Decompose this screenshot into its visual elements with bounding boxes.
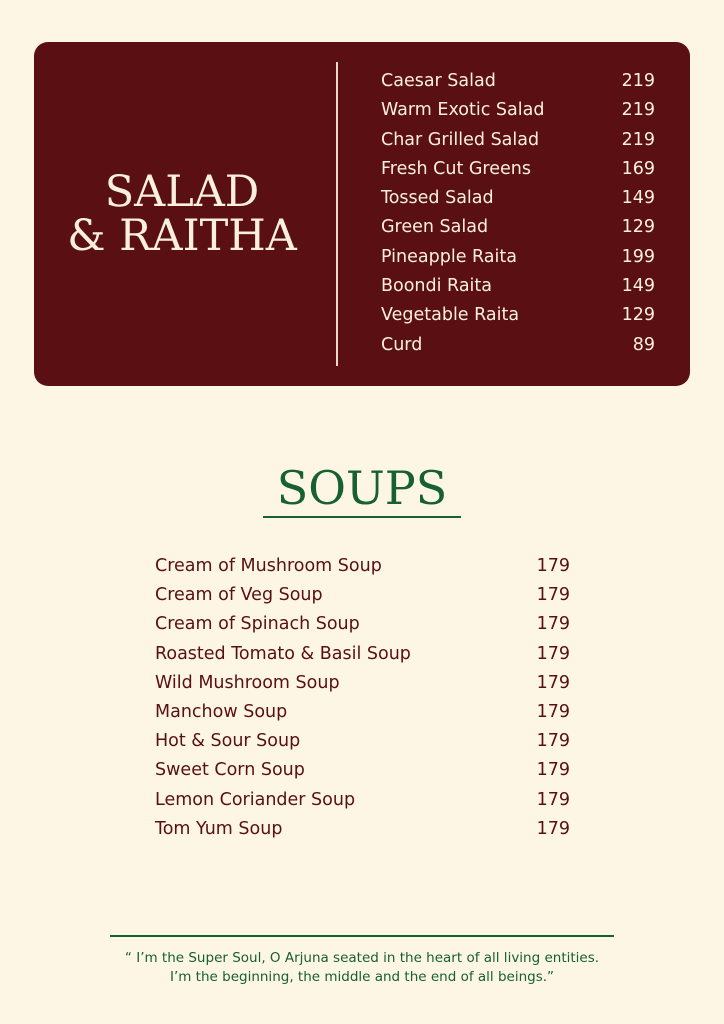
- item-name: Warm Exotic Salad: [381, 100, 545, 121]
- menu-item: [381, 96, 655, 125]
- menu-item: [155, 698, 570, 727]
- salad-raitha-card: [34, 42, 690, 386]
- item-name: Char Grilled Salad: [381, 129, 540, 150]
- salad-title-line1: SALAD: [104, 167, 260, 217]
- item-name: Curd: [381, 334, 423, 355]
- soups-title-underline: [263, 516, 461, 518]
- menu-item: [155, 552, 570, 581]
- item-price: 179: [536, 731, 570, 752]
- item-name: Roasted Tomato & Basil Soup: [155, 643, 411, 664]
- item-name: Tom Yum Soup: [155, 818, 283, 839]
- item-name: Fresh Cut Greens: [381, 158, 531, 179]
- menu-item: [155, 815, 570, 844]
- item-price: 149: [621, 188, 655, 209]
- item-name: Tossed Salad: [381, 188, 494, 209]
- item-price: 149: [621, 276, 655, 297]
- menu-item: [381, 272, 655, 301]
- item-price: 179: [536, 701, 570, 722]
- item-name: Vegetable Raita: [381, 305, 520, 326]
- item-price: 179: [536, 760, 570, 781]
- item-name: Sweet Corn Soup: [155, 760, 305, 781]
- menu-item: [381, 126, 655, 155]
- item-name: Green Salad: [381, 217, 489, 238]
- item-name: Cream of Mushroom Soup: [155, 556, 382, 576]
- menu-item: [381, 331, 655, 360]
- item-price: 169: [621, 158, 655, 179]
- item-price: 219: [621, 129, 655, 150]
- menu-item: [155, 727, 570, 756]
- menu-item: [155, 640, 570, 669]
- item-name: Lemon Coriander Soup: [155, 789, 356, 810]
- menu-item: [155, 756, 570, 785]
- item-name: Cream of Veg Soup: [155, 585, 323, 606]
- item-price: 179: [536, 672, 570, 693]
- item-name: Boondi Raita: [381, 276, 492, 297]
- menu-item: [155, 669, 570, 698]
- quote-line1: “ I’m the Super Soul, O Arjuna seated in the heart of all living entities.: [124, 950, 600, 966]
- menu-item: [155, 610, 570, 639]
- item-price: 179: [536, 643, 570, 664]
- item-name: Manchow Soup: [155, 701, 288, 722]
- item-name: Hot & Sour Soup: [155, 731, 301, 752]
- soup-item-list: [155, 552, 570, 844]
- item-name: Wild Mushroom Soup: [155, 672, 340, 693]
- menu-item: [381, 213, 655, 242]
- salad-vertical-divider: [336, 62, 338, 366]
- item-price: 129: [621, 217, 655, 238]
- menu-item: [381, 301, 655, 330]
- item-price: 179: [536, 789, 570, 810]
- item-price: 179: [536, 818, 570, 839]
- item-price: 129: [621, 305, 655, 326]
- item-price: 179: [536, 585, 570, 606]
- salad-title-line2: & RAITHA: [67, 211, 297, 261]
- item-price: 179: [536, 556, 570, 576]
- soups-title: SOUPS: [276, 461, 448, 515]
- item-price: 219: [621, 100, 655, 121]
- footer-quote: [40, 949, 684, 987]
- menu-item: [155, 581, 570, 610]
- item-name: Caesar Salad: [381, 71, 496, 91]
- menu-item: [381, 155, 655, 184]
- quote-divider: [110, 935, 614, 937]
- item-name: Cream of Spinach Soup: [155, 614, 360, 635]
- item-price: 89: [632, 334, 655, 355]
- menu-item: [381, 67, 655, 96]
- salad-item-list: [381, 67, 655, 360]
- item-price: 179: [536, 614, 570, 635]
- item-name: Pineapple Raita: [381, 246, 517, 267]
- item-price: 219: [621, 71, 655, 91]
- salad-raitha-title: [34, 167, 330, 261]
- menu-item: [381, 184, 655, 213]
- item-price: 199: [621, 246, 655, 267]
- menu-item: [155, 786, 570, 815]
- menu-item: [381, 243, 655, 272]
- quote-line2: I’m the beginning, the middle and the end of all beings.”: [169, 969, 555, 985]
